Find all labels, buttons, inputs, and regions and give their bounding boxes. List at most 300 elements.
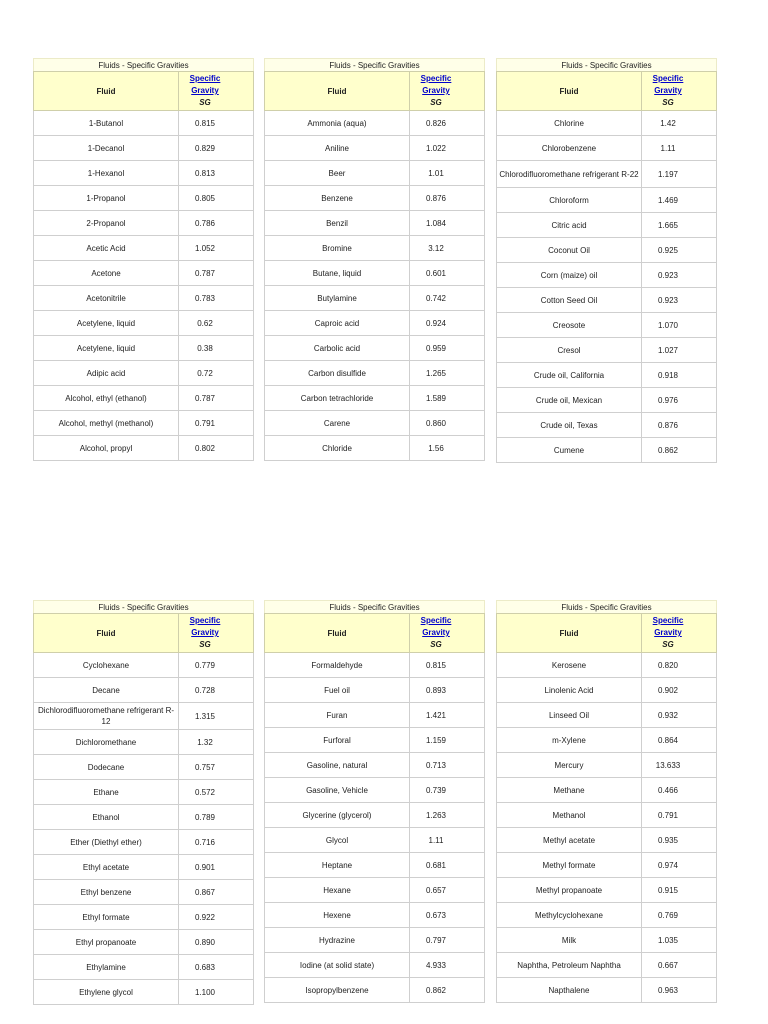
table-row <box>496 978 717 1003</box>
sg-column-header <box>179 72 231 110</box>
fluid-column-header: Fluid <box>34 614 179 652</box>
table-row <box>496 213 717 238</box>
sg-cell: 0.787 <box>194 268 216 278</box>
sg-cell: 0.876 <box>425 193 447 203</box>
table-row <box>33 653 254 678</box>
sg-cell: 0.38 <box>197 343 213 353</box>
table-row <box>496 288 717 313</box>
fluid-cell: Linseed Oil <box>497 703 642 727</box>
sg-column-header <box>642 614 694 652</box>
table-row <box>496 161 717 188</box>
sg-cell: 0.925 <box>657 245 679 255</box>
fluid-cell: Crude oil, Mexican <box>497 388 642 412</box>
sg-cell: 0.72 <box>197 368 213 378</box>
fluids-table <box>264 58 485 461</box>
table-row <box>264 878 485 903</box>
fluid-cell: Furforal <box>265 728 410 752</box>
table-row <box>33 236 254 261</box>
fluid-cell: Heptane <box>265 853 410 877</box>
fluid-cell: Carbon disulfide <box>265 361 410 385</box>
table-row <box>264 778 485 803</box>
fluid-cell: Ethane <box>34 780 179 804</box>
sg-column-header <box>179 614 231 652</box>
table-row <box>496 753 717 778</box>
sg-symbol: SG <box>430 98 442 107</box>
table-row <box>496 136 717 161</box>
specific-link[interactable]: Specific <box>652 616 684 625</box>
fluid-cell: Creosote <box>497 313 642 337</box>
fluid-cell: Ethyl propanoate <box>34 930 179 954</box>
fluid-cell: Chloroform <box>497 188 642 212</box>
sg-cell: 1.11 <box>428 835 444 845</box>
sg-cell: 1.01 <box>428 168 444 178</box>
fluid-cell: Hexane <box>265 878 410 902</box>
table-row <box>264 803 485 828</box>
table-row <box>264 753 485 778</box>
sg-cell: 1.32 <box>197 737 213 747</box>
fluid-cell: Furan <box>265 703 410 727</box>
table-row <box>33 955 254 980</box>
table-row <box>264 386 485 411</box>
sg-cell: 4.933 <box>425 960 447 970</box>
fluid-cell: Methane <box>497 778 642 802</box>
fluid-cell: Corn (maize) oil <box>497 263 642 287</box>
table-row <box>496 803 717 828</box>
fluid-cell: Cresol <box>497 338 642 362</box>
fluid-cell: Ethylene glycol <box>34 980 179 1004</box>
sg-cell: 0.466 <box>657 785 679 795</box>
table-row <box>496 828 717 853</box>
fluid-cell: Methyl acetate <box>497 828 642 852</box>
sg-cell: 3.12 <box>428 243 444 253</box>
table-row <box>33 678 254 703</box>
table-row <box>496 778 717 803</box>
fluid-cell: Chlorine <box>497 111 642 135</box>
table-row <box>33 336 254 361</box>
table-row <box>264 236 485 261</box>
fluid-cell: Coconut Oil <box>497 238 642 262</box>
table-row <box>496 188 717 213</box>
fluid-cell: 2-Propanol <box>34 211 179 235</box>
fluid-cell: Adipic acid <box>34 361 179 385</box>
sg-cell: 0.860 <box>425 418 447 428</box>
fluid-cell: Ethyl formate <box>34 905 179 929</box>
table-header <box>496 71 717 111</box>
fluid-cell: 1-Decanol <box>34 136 179 160</box>
fluid-cell: Benzil <box>265 211 410 235</box>
table-row <box>496 853 717 878</box>
table-caption: Fluids - Specific Gravities <box>264 600 485 613</box>
fluid-cell: Glycerine (glycerol) <box>265 803 410 827</box>
sg-symbol: SG <box>430 640 442 649</box>
sg-cell: 0.918 <box>657 370 679 380</box>
fluids-table <box>496 58 717 463</box>
sg-cell: 1.265 <box>425 368 447 378</box>
fluid-cell: Glycol <box>265 828 410 852</box>
gravity-link[interactable]: Gravity <box>191 86 219 95</box>
sg-column-header <box>642 72 694 110</box>
fluid-cell: Acetylene, liquid <box>34 311 179 335</box>
table-caption: Fluids - Specific Gravities <box>496 600 717 613</box>
table-caption: Fluids - Specific Gravities <box>496 58 717 71</box>
table-row <box>496 728 717 753</box>
table-row <box>33 111 254 136</box>
sg-cell: 1.027 <box>657 345 679 355</box>
sg-symbol: SG <box>199 640 211 649</box>
fluid-column-header: Fluid <box>265 72 410 110</box>
sg-cell: 0.829 <box>194 143 216 153</box>
fluid-cell: Butylamine <box>265 286 410 310</box>
fluid-cell: Crude oil, California <box>497 363 642 387</box>
sg-cell: 1.665 <box>657 220 679 230</box>
fluid-cell: Naphtha, Petroleum Naphtha <box>497 953 642 977</box>
fluid-cell: Beer <box>265 161 410 185</box>
sg-cell: 0.901 <box>194 862 216 872</box>
fluid-cell: Ethyl acetate <box>34 855 179 879</box>
table-row <box>264 311 485 336</box>
fluid-cell: Alcohol, methyl (methanol) <box>34 411 179 435</box>
table-row <box>33 980 254 1005</box>
sg-cell: 0.902 <box>657 685 679 695</box>
sg-cell: 0.787 <box>194 393 216 403</box>
sg-cell: 0.769 <box>657 910 679 920</box>
sg-cell: 1.052 <box>194 243 216 253</box>
specific-link[interactable]: Specific <box>420 616 452 625</box>
fluid-cell: Dichloromethane <box>34 730 179 754</box>
fluid-cell: Cumene <box>497 438 642 462</box>
fluid-cell: Ethyl benzene <box>34 880 179 904</box>
sg-cell: 0.876 <box>657 420 679 430</box>
sg-cell: 0.959 <box>425 343 447 353</box>
table-row <box>33 755 254 780</box>
table-row <box>496 338 717 363</box>
sg-cell: 0.864 <box>657 735 679 745</box>
sg-cell: 0.805 <box>194 193 216 203</box>
fluid-cell: Chlorobenzene <box>497 136 642 160</box>
fluid-cell: Linolenic Acid <box>497 678 642 702</box>
table-header <box>33 613 254 653</box>
fluid-column-header: Fluid <box>265 614 410 652</box>
sg-cell: 0.815 <box>194 118 216 128</box>
table-row <box>264 928 485 953</box>
table-row <box>33 361 254 386</box>
table-row <box>264 161 485 186</box>
sg-cell: 1.035 <box>657 935 679 945</box>
fluid-cell: Hexene <box>265 903 410 927</box>
fluid-cell: Gasoline, natural <box>265 753 410 777</box>
gravity-link[interactable]: Gravity <box>654 86 682 95</box>
sg-cell: 0.862 <box>425 985 447 995</box>
fluid-cell: Methanol <box>497 803 642 827</box>
fluid-cell: Mercury <box>497 753 642 777</box>
sg-cell: 0.923 <box>657 295 679 305</box>
table-row <box>264 261 485 286</box>
table-row <box>264 978 485 1003</box>
sg-cell: 0.923 <box>657 270 679 280</box>
table-header <box>264 71 485 111</box>
sg-cell: 0.963 <box>657 985 679 995</box>
sg-cell: 0.802 <box>194 443 216 453</box>
sg-cell: 0.862 <box>657 445 679 455</box>
sg-cell: 1.11 <box>660 143 676 153</box>
fluid-cell: Ethanol <box>34 805 179 829</box>
fluid-cell: Chlorodifluoromethane refrigerant R-22 <box>497 161 642 187</box>
table-row <box>33 805 254 830</box>
table-row <box>496 653 717 678</box>
table-row <box>33 386 254 411</box>
table-row <box>496 438 717 463</box>
table-row <box>33 136 254 161</box>
sg-cell: 0.893 <box>425 685 447 695</box>
sg-cell: 1.315 <box>194 711 216 721</box>
fluids-table <box>33 58 254 461</box>
sg-cell: 0.739 <box>425 785 447 795</box>
fluid-cell: Milk <box>497 928 642 952</box>
specific-link[interactable]: Specific <box>652 74 684 83</box>
table-row <box>33 161 254 186</box>
fluid-cell: Bromine <box>265 236 410 260</box>
sg-column-header <box>410 72 462 110</box>
sg-cell: 0.757 <box>194 762 216 772</box>
fluid-cell: Caproic acid <box>265 311 410 335</box>
table-row <box>264 186 485 211</box>
fluid-cell: Hydrazine <box>265 928 410 952</box>
fluid-cell: Cyclohexane <box>34 653 179 677</box>
fluid-cell: Acetonitrile <box>34 286 179 310</box>
fluid-cell: Butane, liquid <box>265 261 410 285</box>
table-row <box>33 261 254 286</box>
table-row <box>264 828 485 853</box>
table-row <box>33 436 254 461</box>
table-row <box>33 286 254 311</box>
fluids-table <box>264 600 485 1003</box>
sg-cell: 0.62 <box>197 318 213 328</box>
table-row <box>496 703 717 728</box>
sg-cell: 1.084 <box>425 218 447 228</box>
fluid-cell: Fuel oil <box>265 678 410 702</box>
table-row <box>496 953 717 978</box>
sg-cell: 0.924 <box>425 318 447 328</box>
sg-cell: 1.42 <box>660 118 676 128</box>
table-row <box>264 703 485 728</box>
specific-link[interactable]: Specific <box>420 74 452 83</box>
table-row <box>33 186 254 211</box>
sg-cell: 1.469 <box>657 195 679 205</box>
table-row <box>264 653 485 678</box>
fluid-cell: Kerosene <box>497 653 642 677</box>
gravity-link[interactable]: Gravity <box>422 628 450 637</box>
fluid-cell: Citric acid <box>497 213 642 237</box>
table-row <box>496 111 717 136</box>
fluid-cell: Acetic Acid <box>34 236 179 260</box>
fluid-cell: m-Xylene <box>497 728 642 752</box>
fluid-cell: Decane <box>34 678 179 702</box>
fluid-cell: Benzene <box>265 186 410 210</box>
sg-cell: 1.070 <box>657 320 679 330</box>
sg-cell: 0.683 <box>194 962 216 972</box>
table-row <box>33 780 254 805</box>
table-row <box>264 436 485 461</box>
fluid-cell: 1-Hexanol <box>34 161 179 185</box>
sg-cell: 0.789 <box>194 812 216 822</box>
table-row <box>264 903 485 928</box>
table-row <box>33 311 254 336</box>
sg-cell: 0.820 <box>657 660 679 670</box>
sg-cell: 0.976 <box>657 395 679 405</box>
fluid-cell: Methyl formate <box>497 853 642 877</box>
sg-cell: 0.815 <box>425 660 447 670</box>
fluid-cell: Chloride <box>265 436 410 460</box>
table-row <box>264 678 485 703</box>
table-row <box>264 136 485 161</box>
sg-cell: 0.728 <box>194 685 216 695</box>
sg-cell: 1.263 <box>425 810 447 820</box>
fluid-cell: Dodecane <box>34 755 179 779</box>
sg-cell: 0.915 <box>657 885 679 895</box>
sg-cell: 0.786 <box>194 218 216 228</box>
table-row <box>496 363 717 388</box>
table-row <box>33 211 254 236</box>
fluid-cell: 1-Butanol <box>34 111 179 135</box>
fluid-column-header: Fluid <box>497 72 642 110</box>
table-row <box>264 286 485 311</box>
fluid-cell: Formaldehyde <box>265 653 410 677</box>
sg-cell: 0.779 <box>194 660 216 670</box>
sg-cell: 1.56 <box>428 443 444 453</box>
sg-cell: 0.867 <box>194 887 216 897</box>
table-row <box>33 411 254 436</box>
table-row <box>33 703 254 730</box>
sg-cell: 1.197 <box>657 169 679 179</box>
fluid-cell: Napthalene <box>497 978 642 1002</box>
fluid-cell: Carene <box>265 411 410 435</box>
specific-link[interactable]: Specific <box>189 74 221 83</box>
table-caption: Fluids - Specific Gravities <box>264 58 485 71</box>
sg-cell: 1.100 <box>194 987 216 997</box>
sg-cell: 1.589 <box>425 393 447 403</box>
sg-cell: 1.159 <box>425 735 447 745</box>
sg-cell: 0.713 <box>425 760 447 770</box>
table-row <box>496 928 717 953</box>
sg-cell: 1.022 <box>425 143 447 153</box>
sg-cell: 0.935 <box>657 835 679 845</box>
sg-cell: 0.791 <box>194 418 216 428</box>
fluid-cell: Carbolic acid <box>265 336 410 360</box>
fluid-cell: Acetylene, liquid <box>34 336 179 360</box>
table-row <box>264 336 485 361</box>
fluids-table <box>33 600 254 1005</box>
fluids-table <box>496 600 717 1003</box>
table-row <box>264 111 485 136</box>
fluid-cell: Ether (Diethyl ether) <box>34 830 179 854</box>
sg-cell: 0.572 <box>194 787 216 797</box>
table-row <box>496 313 717 338</box>
sg-cell: 0.673 <box>425 910 447 920</box>
fluid-cell: Crude oil, Texas <box>497 413 642 437</box>
table-row <box>496 878 717 903</box>
sg-cell: 0.813 <box>194 168 216 178</box>
fluid-cell: Iodine (at solid state) <box>265 953 410 977</box>
fluid-column-header: Fluid <box>34 72 179 110</box>
table-header <box>33 71 254 111</box>
table-row <box>496 903 717 928</box>
table-row <box>264 211 485 236</box>
sg-cell: 0.791 <box>657 810 679 820</box>
table-row <box>496 413 717 438</box>
fluid-cell: Ethylamine <box>34 955 179 979</box>
fluid-cell: Alcohol, propyl <box>34 436 179 460</box>
sg-cell: 0.657 <box>425 885 447 895</box>
sg-cell: 0.826 <box>425 118 447 128</box>
table-row <box>496 388 717 413</box>
fluid-cell: Dichlorodifluoromethane refrigerant R-12 <box>34 703 179 729</box>
sg-cell: 0.783 <box>194 293 216 303</box>
sg-cell: 0.742 <box>425 293 447 303</box>
sg-cell: 0.922 <box>194 912 216 922</box>
sg-cell: 0.667 <box>657 960 679 970</box>
sg-cell: 0.716 <box>194 837 216 847</box>
fluid-cell: Gasoline, Vehicle <box>265 778 410 802</box>
sg-symbol: SG <box>199 98 211 107</box>
table-row <box>33 905 254 930</box>
fluid-cell: Ammonia (aqua) <box>265 111 410 135</box>
table-row <box>496 263 717 288</box>
table-row <box>33 730 254 755</box>
sg-cell: 0.601 <box>425 268 447 278</box>
table-row <box>496 678 717 703</box>
table-row <box>264 953 485 978</box>
sg-symbol: SG <box>662 98 674 107</box>
specific-link[interactable]: Specific <box>189 616 221 625</box>
sg-cell: 0.890 <box>194 937 216 947</box>
sg-cell: 1.421 <box>425 710 447 720</box>
fluid-cell: 1-Propanol <box>34 186 179 210</box>
table-caption: Fluids - Specific Gravities <box>33 600 254 613</box>
fluid-cell: Aniline <box>265 136 410 160</box>
sg-cell: 0.974 <box>657 860 679 870</box>
table-row <box>33 880 254 905</box>
sg-cell: 0.797 <box>425 935 447 945</box>
table-row <box>264 728 485 753</box>
table-header <box>264 613 485 653</box>
gravity-link[interactable]: Gravity <box>654 628 682 637</box>
sg-symbol: SG <box>662 640 674 649</box>
table-row <box>264 853 485 878</box>
table-row <box>264 411 485 436</box>
gravity-link[interactable]: Gravity <box>191 628 219 637</box>
fluid-cell: Methyl propanoate <box>497 878 642 902</box>
sg-cell: 0.932 <box>657 710 679 720</box>
table-caption: Fluids - Specific Gravities <box>33 58 254 71</box>
table-row <box>264 361 485 386</box>
sg-cell: 13.633 <box>655 760 681 770</box>
fluid-cell: Acetone <box>34 261 179 285</box>
table-row <box>33 855 254 880</box>
fluid-cell: Methylcyclohexane <box>497 903 642 927</box>
fluid-cell: Cotton Seed Oil <box>497 288 642 312</box>
table-row <box>33 830 254 855</box>
gravity-link[interactable]: Gravity <box>422 86 450 95</box>
table-row <box>33 930 254 955</box>
fluid-cell: Isopropylbenzene <box>265 978 410 1002</box>
sg-column-header <box>410 614 462 652</box>
table-row <box>496 238 717 263</box>
fluid-column-header: Fluid <box>497 614 642 652</box>
fluid-cell: Carbon tetrachloride <box>265 386 410 410</box>
table-header <box>496 613 717 653</box>
sg-cell: 0.681 <box>425 860 447 870</box>
fluid-cell: Alcohol, ethyl (ethanol) <box>34 386 179 410</box>
